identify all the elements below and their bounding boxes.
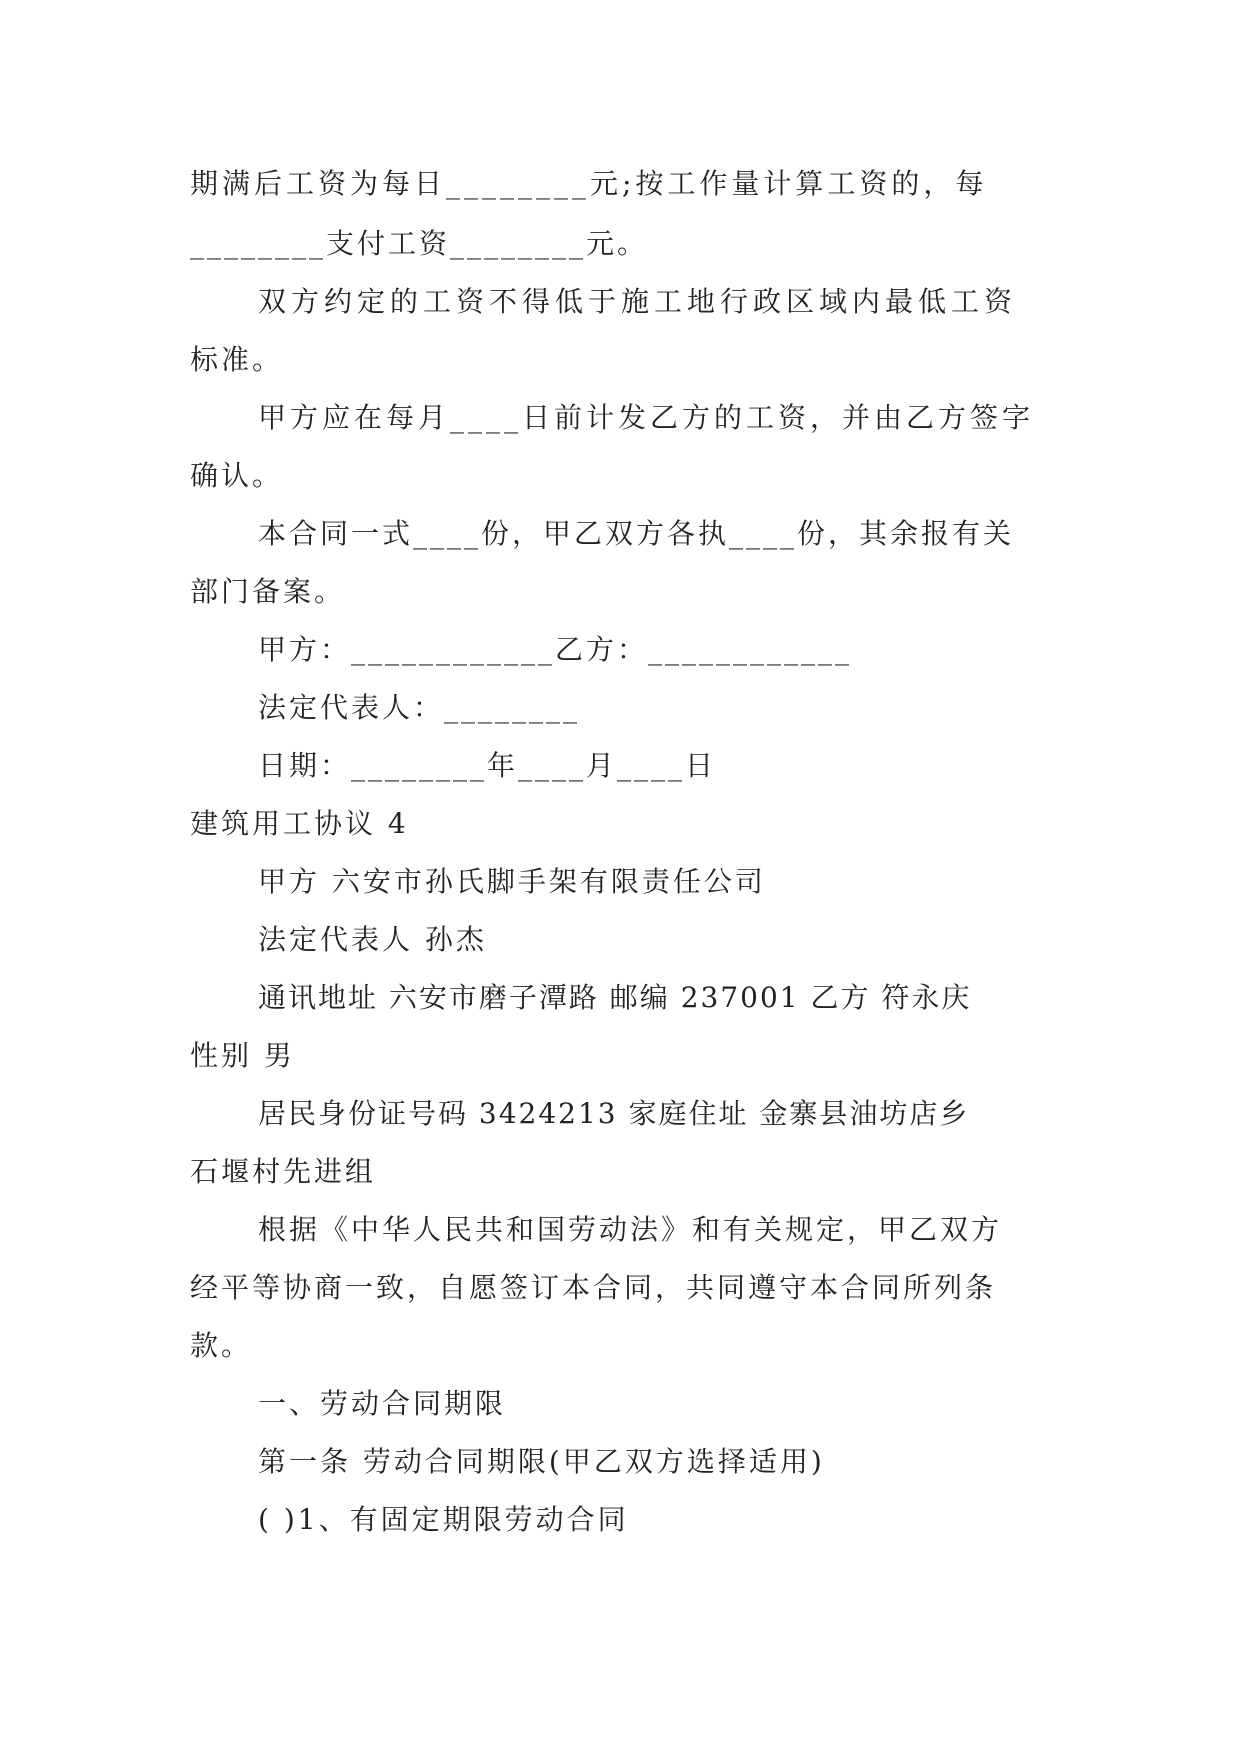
signature-line-representative: 法定代表人：________	[258, 691, 581, 724]
text-line: 根据《中华人民共和国劳动法》和有关规定，甲乙双方	[258, 1213, 1003, 1246]
subsection-heading: 一、劳动合同期限	[258, 1387, 507, 1420]
text-line: ________支付工资________元。	[190, 227, 649, 260]
text-line: 部门备案。	[190, 575, 346, 608]
text-line: 法定代表人 孙杰	[258, 923, 487, 956]
section-heading: 建筑用工协议 4	[190, 807, 409, 840]
text-line: 居民身份证号码 3424213 家庭住址 金寨县油坊店乡	[258, 1097, 970, 1130]
text-line: 确认。	[190, 459, 284, 492]
signature-line-date: 日期：________年____月____日	[258, 749, 717, 782]
text-line: 标准。	[190, 343, 284, 376]
text-line: 期满后工资为每日________元;按工作量计算工资的，每	[190, 167, 988, 200]
text-line: 通讯地址 六安市磨子潭路 邮编 237001 乙方 符永庆	[258, 981, 972, 1014]
text-line: ( )1、有固定期限劳动合同	[258, 1503, 629, 1536]
signature-line-parties: 甲方：____________乙方：____________	[258, 633, 853, 666]
text-line: 经平等协商一致，自愿签订本合同，共同遵守本合同所列条	[190, 1271, 997, 1304]
text-line: 甲方 六安市孙氏脚手架有限责任公司	[258, 865, 766, 898]
text-line: 款。	[190, 1329, 253, 1362]
clause-heading: 第一条 劳动合同期限(甲乙双方选择适用)	[258, 1445, 825, 1478]
text-line: 甲方应在每月____日前计发乙方的工资，并由乙方签字	[258, 401, 1035, 434]
text-line: 本合同一式____份，甲乙双方各执____份，其余报有关	[258, 517, 1015, 550]
text-line: 双方约定的工资不得低于施工地行政区域内最低工资	[258, 285, 1018, 318]
text-line: 性别 男	[190, 1039, 295, 1072]
text-line: 石堰村先进组	[190, 1155, 377, 1188]
